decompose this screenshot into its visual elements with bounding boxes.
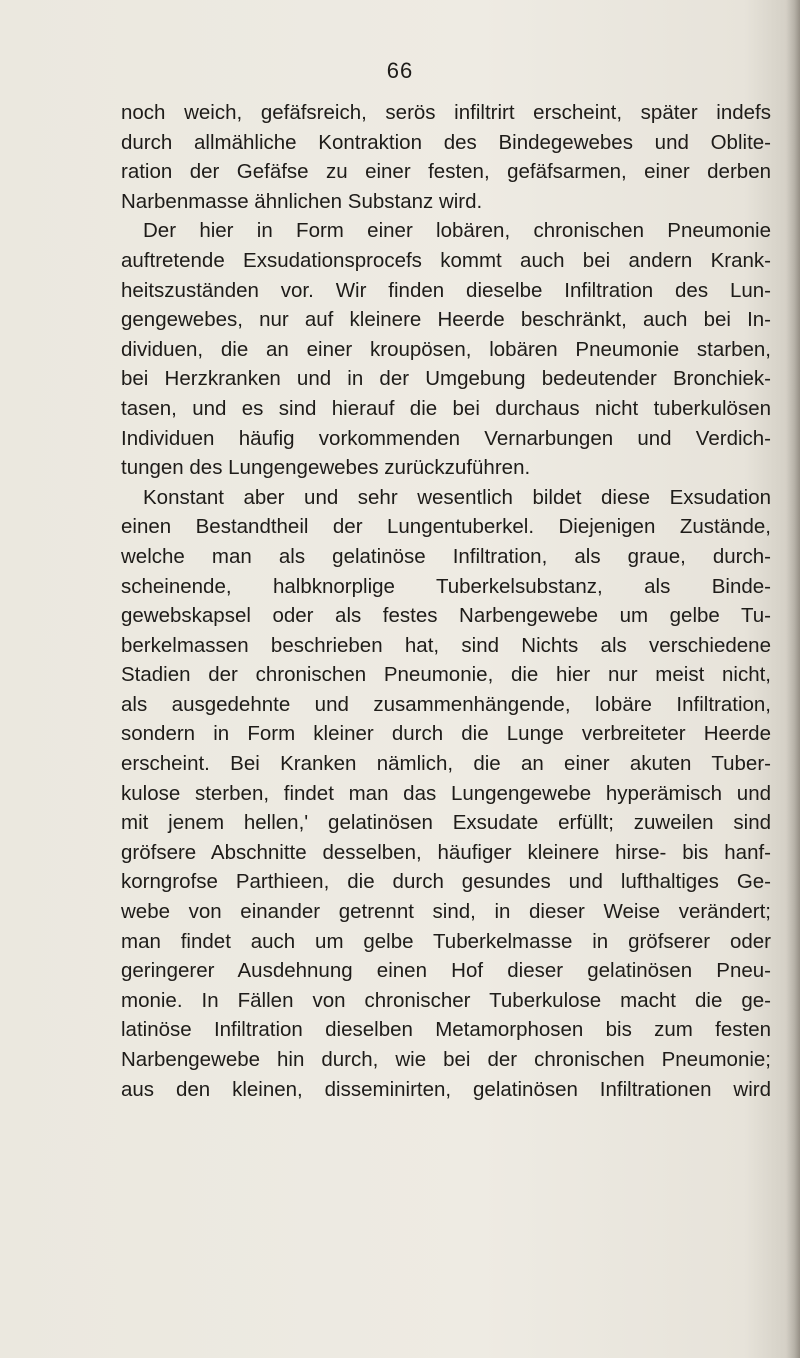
body-text xyxy=(121,98,771,1104)
text-line: kulose sterben, findet man das Lungengewebe hyperämisch und xyxy=(121,781,771,805)
text-line: webe von einander getrennt sind, in dieser Weise verändert; xyxy=(121,900,771,924)
text-line: scheinende, halbknorplige Tuberkelsubstanz, als Binde- xyxy=(121,574,771,598)
paragraph xyxy=(121,216,771,482)
paragraph xyxy=(121,483,771,1104)
text-line: man findet auch um gelbe Tuberkelmasse in gröfserer oder xyxy=(121,929,771,953)
text-line: Stadien der chronischen Pneumonie, die hier nur meist nicht, xyxy=(121,663,771,687)
text-line: noch weich, gefäfsreich, serös infiltrirt erscheint, später indefs xyxy=(121,101,771,124)
text-line: ration der Gefäfse zu einer festen, gefäfsarmen, einer derben xyxy=(121,160,771,184)
text-line: erscheint. Bei Kranken nämlich, die an einer akuten Tuber- xyxy=(121,752,771,776)
text-line: durch allmähliche Kontraktion des Bindegewebes und Oblite- xyxy=(121,130,771,154)
text-line: Narbenmasse ähnlichen Substanz wird. xyxy=(121,189,483,213)
text-line: latinöse Infiltration dieselben Metamorphosen bis zum festen xyxy=(121,1018,771,1042)
text-line: geringerer Ausdehnung einen Hof dieser gelatinösen Pneu- xyxy=(121,959,771,983)
text-line: als ausgedehnte und zusammenhängende, lobäre Infiltration, xyxy=(121,692,771,716)
text-line: Konstant aber und sehr wesentlich bildet diese Exsudation xyxy=(143,485,771,509)
text-line: einen Bestandtheil der Lungentuberkel. Diejenigen Zustände, xyxy=(121,515,771,539)
text-line: Narbengewebe hin durch, wie bei der chronischen Pneumonie; xyxy=(121,1048,771,1071)
text-line: gröfsere Abschnitte desselben, häufiger kleinere hirse- bis hanf- xyxy=(121,840,771,864)
text-line: korngrofse Parthieen, die durch gesundes und lufthaltiges Ge- xyxy=(121,870,771,894)
text-line: tasen, und es sind hierauf die bei durchaus nicht tuberkulösen xyxy=(121,396,771,420)
text-line: gengewebes, nur auf kleinere Heerde beschränkt, auch bei In- xyxy=(121,308,771,332)
text-line: sondern in Form kleiner durch die Lunge verbreiteter Heerde xyxy=(121,722,771,746)
text-line: dividuen, die an einer kroupösen, lobären Pneumonie starben, xyxy=(121,337,771,361)
text-line: bei Herzkranken und in der Umgebung bedeutender Bronchiek- xyxy=(121,367,771,391)
text-line: berkelmassen beschrieben hat, sind Nichts als verschiedene xyxy=(121,633,771,657)
text-line: mit jenem hellen,' gelatinösen Exsudate erfüllt; zuweilen sind xyxy=(121,811,771,835)
page-edge-shadow xyxy=(786,0,800,1358)
text-line: gewebskapsel oder als festes Narbengewebe um gelbe Tu- xyxy=(121,604,771,628)
text-line: Der hier in Form einer lobären, chronischen Pneumonie xyxy=(143,219,771,243)
text-line: Individuen häufig vorkommenden Vernarbungen und Verdich- xyxy=(121,426,771,450)
page-number: 66 xyxy=(386,58,414,83)
paragraph xyxy=(121,98,771,216)
text-line: welche man als gelatinöse Infiltration, als graue, durch- xyxy=(121,544,771,568)
text-line: tungen des Lungengewebes zurückzuführen. xyxy=(121,456,531,480)
text-line: monie. In Fällen von chronischer Tuberkulose macht die ge- xyxy=(121,988,771,1012)
text-line: aus den kleinen, disseminirten, gelatinösen Infiltrationen wird xyxy=(121,1077,771,1101)
text-line: heitszuständen vor. Wir finden dieselbe Infiltration des Lun- xyxy=(121,278,771,302)
text-line: auftretende Exsudationsprocefs kommt auch bei andern Krank- xyxy=(121,248,771,272)
